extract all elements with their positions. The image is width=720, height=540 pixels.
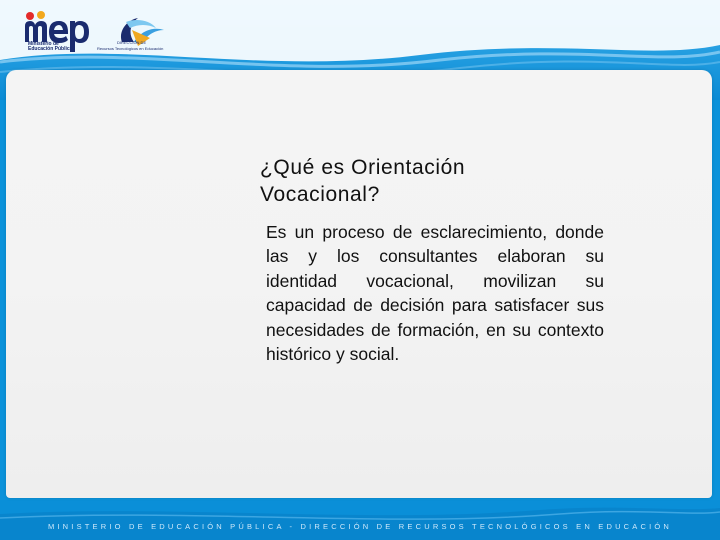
footer-text: MINISTERIO DE EDUCACIÓN PÚBLICA - DIRECCIÓN DE RECURSOS TECNOLÓGICOS EN EDUCACIÓN: [47, 522, 673, 531]
slide-body-text: Es un proceso de esclarecimiento, donde las y los consultantes elaboran su identidad vocacional, movilizan su capacidad de decisión para satisfacer sus necesidades de formación, en su contexto histórico y social.: [266, 222, 604, 365]
drte-logo-small-caption: DIRECCIÓN DE: [117, 40, 147, 45]
mep-caption-line-1: Ministerio de: [28, 41, 59, 47]
footer-wave-band: [0, 500, 720, 540]
drte-logo-caption: Recursos Tecnológicos en Educación: [97, 46, 164, 51]
slide-title: ¿Qué es Orientación Vocacional?: [260, 156, 466, 206]
mep-logo-caption: [28, 42, 72, 52]
mep-caption-line-2: Educación Pública: [28, 46, 73, 52]
